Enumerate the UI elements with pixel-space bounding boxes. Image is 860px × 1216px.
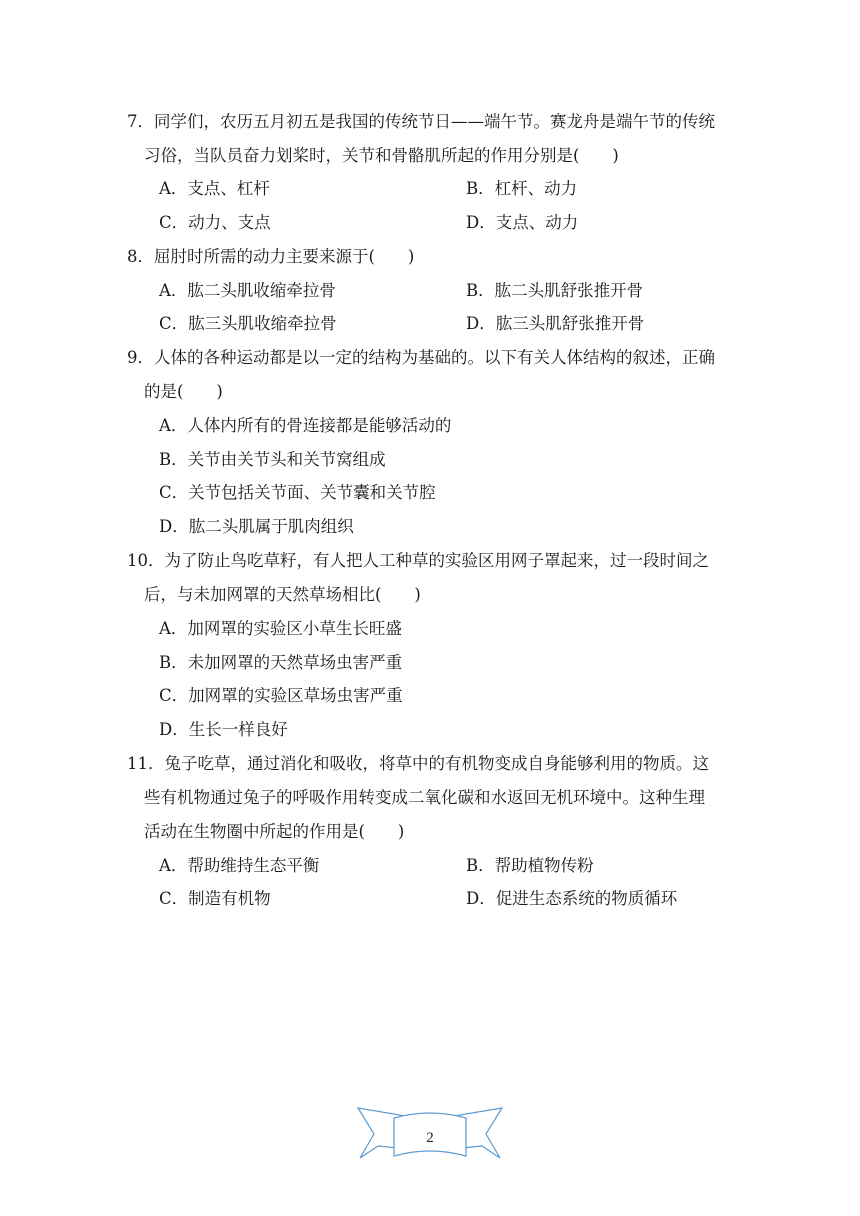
- question-10-option-b: B．未加网罩的天然草场虫害严重: [159, 653, 403, 672]
- question-11-option-b: B．帮助植物传粉: [466, 856, 594, 875]
- question-7-stem-line-1: 7．同学们，农历五月初五是我国的传统节日——端午节。赛龙舟是端午节的传统: [127, 112, 715, 131]
- question-8-option-d: D．肱三头肌舒张推开骨: [466, 314, 645, 333]
- question-10-stem-line-1: 10．为了防止鸟吃草籽，有人把人工种草的实验区用网子罩起来，过一段时间之: [127, 551, 709, 570]
- question-11-stem-line-3: 活动在生物圈中所起的作用是( ): [144, 822, 405, 841]
- page-number: 2: [426, 1130, 434, 1146]
- question-7-option-c: C．动力、支点: [159, 213, 271, 232]
- question-9-stem-line-2: 的是( ): [144, 382, 223, 401]
- question-7-option-d: D．支点、动力: [466, 213, 579, 232]
- question-11-stem-line-1: 11．兔子吃草，通过消化和吸收，将草中的有机物变成自身能够利用的物质。这: [127, 754, 709, 773]
- question-9-stem-line-1: 9．人体的各种运动都是以一定的结构为基础的。以下有关人体结构的叙述，正确: [127, 348, 715, 367]
- question-11-option-c: C．制造有机物: [159, 889, 271, 908]
- question-10-option-d: D．生长一样良好: [159, 720, 288, 739]
- question-9-option-d: D．肱二头肌属于肌肉组织: [159, 517, 354, 536]
- question-8-option-b: B．肱二头肌舒张推开骨: [466, 281, 644, 300]
- question-7-stem-line-2: 习俗，当队员奋力划桨时，关节和骨骼肌所起的作用分别是( ): [144, 146, 619, 165]
- question-9-option-b: B．关节由关节头和关节窝组成: [159, 450, 386, 469]
- question-9-option-a: A．人体内所有的骨连接都是能够活动的: [159, 416, 452, 435]
- question-10-stem-line-2: 后，与未加网罩的天然草场相比( ): [144, 585, 421, 604]
- question-8-option-a: A．肱二头肌收缩牵拉骨: [159, 281, 336, 300]
- question-11-stem-line-2: 些有机物通过兔子的呼吸作用转变成二氧化碳和水返回无机环境中。这种生理: [144, 788, 705, 807]
- question-11-option-d: D．促进生态系统的物质循环: [466, 889, 678, 908]
- question-9-option-c: C．关节包括关节面、关节囊和关节腔: [159, 483, 436, 502]
- question-8-stem-line-1: 8．屈肘时所需的动力主要来源于( ): [127, 247, 415, 266]
- question-10-option-a: A．加网罩的实验区小草生长旺盛: [159, 619, 402, 638]
- question-11-option-a: A．帮助维持生态平衡: [159, 856, 320, 875]
- question-7-option-b: B．杠杆、动力: [466, 179, 578, 198]
- question-7-option-a: A．支点、杠杆: [159, 179, 270, 198]
- question-8-option-c: C．肱三头肌收缩牵拉骨: [159, 314, 337, 333]
- question-10-option-c: C．加网罩的实验区草场虫害严重: [159, 686, 403, 705]
